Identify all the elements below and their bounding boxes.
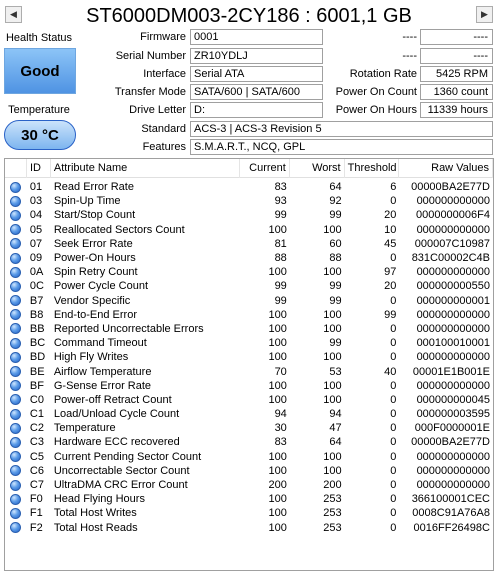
cell-attribute-name: Reported Uncorrectable Errors [53,322,204,335]
status-dot-icon [10,196,21,207]
cell-current: 100 [268,223,287,236]
cell-worst: 100 [323,266,342,279]
cell-attribute-name: Start/Stop Count [53,209,136,222]
status-dot-icon [10,267,21,278]
status-cell [5,210,27,221]
cell-raw-value: 000F0000001E [414,422,490,435]
cell-attribute-name: Power Cycle Count [53,280,148,293]
status-dot-icon [10,409,21,420]
status-dot-icon [10,295,21,306]
serial-number-value: ZR10YDLJ [190,48,323,64]
cell-raw-value: 000000000000 [416,464,490,477]
cell-attribute-name: Head Flying Hours [53,493,145,506]
cell-attribute-name: Spin Retry Count [53,266,138,279]
status-cell [5,338,27,349]
cell-id: BB [29,322,45,335]
column-header-attribute-name[interactable]: Attribute Name [51,159,240,178]
cell-attribute-name: Reallocated Sectors Count [53,223,185,236]
status-dot-icon [10,480,21,491]
cell-threshold: 0 [390,521,397,534]
column-header-threshold[interactable]: Threshold [345,159,400,178]
status-dot-icon [10,437,21,448]
cell-attribute-name: Power-On Hours [53,252,136,265]
status-dot-icon [10,366,21,377]
status-cell [5,253,27,264]
cell-current: 81 [274,237,287,250]
status-dot-icon [10,508,21,519]
standard-label: Standard [141,123,186,135]
cell-threshold: 0 [390,351,397,364]
cell-worst: 88 [329,252,342,265]
table-row[interactable] [5,364,493,378]
cell-attribute-name: Current Pending Sector Count [53,450,202,463]
cell-threshold: 0 [390,436,397,449]
cell-worst: 64 [329,436,342,449]
cell-current: 83 [274,181,287,194]
cell-attribute-name: Power-off Retract Count [53,393,172,406]
features-label: Features [142,141,186,153]
cell-threshold: 45 [384,237,397,250]
cell-worst: 253 [323,507,342,520]
table-row[interactable] [5,265,493,279]
power-on-count-label: Power On Count [335,86,417,98]
cell-attribute-name: Read Error Rate [53,181,134,194]
cell-attribute-name: Seek Error Rate [53,237,133,250]
cell-attribute-name: Command Timeout [53,337,147,350]
right-top-label-1: ---- [402,31,417,43]
triangle-left-icon: ◀ [10,9,17,19]
cell-raw-value: 366100001CEC [411,493,490,506]
status-dot-icon [10,210,21,221]
table-row[interactable] [5,506,493,520]
cell-raw-value: 000000000550 [416,280,490,293]
cell-worst: 100 [323,464,342,477]
cell-raw-value: 000007C10987 [414,237,490,250]
cell-current: 100 [268,450,287,463]
rotation-rate-value: 5425 RPM [420,66,493,82]
status-cell [5,508,27,519]
transfer-mode-value: SATA/600 | SATA/600 [190,84,323,100]
right-top-value-1: ---- [420,29,493,45]
cell-id: B8 [29,308,44,321]
cell-id: C7 [29,479,44,492]
cell-current: 200 [268,479,287,492]
status-dot-icon [10,182,21,193]
cell-worst: 100 [323,308,342,321]
cell-threshold: 0 [390,464,397,477]
cell-current: 94 [274,408,287,421]
column-header-raw-values[interactable]: Raw Values [399,159,493,178]
table-body [5,178,493,535]
cell-attribute-name: Temperature [53,422,116,435]
cell-worst: 92 [329,195,342,208]
table-row[interactable] [5,407,493,421]
cell-raw-value: 000000000000 [416,379,490,392]
table-row[interactable] [5,492,493,506]
cell-raw-value: 000000000000 [416,308,490,321]
cell-id: C3 [29,436,44,449]
table-row[interactable] [5,294,493,308]
cell-threshold: 10 [384,223,397,236]
cell-current: 83 [274,436,287,449]
status-dot-icon [10,394,21,405]
cell-current: 100 [268,337,287,350]
status-cell [5,465,27,476]
cell-worst: 94 [329,408,342,421]
cell-current: 100 [268,308,287,321]
cell-worst: 53 [329,365,342,378]
cell-attribute-name: Total Host Writes [53,507,137,520]
cell-worst: 60 [329,237,342,250]
table-row[interactable] [5,421,493,435]
cell-id: BD [29,351,46,364]
table-header [5,159,493,178]
cell-threshold: 0 [390,408,397,421]
power-on-count-value: 1360 count [420,84,493,100]
table-row[interactable] [5,450,493,464]
cell-worst: 200 [323,479,342,492]
cell-raw-value: 000000000001 [416,294,490,307]
cell-attribute-name: Hardware ECC recovered [53,436,180,449]
status-cell [5,238,27,249]
cell-raw-value: 0008C91A76A8 [412,507,490,520]
cell-id: 0C [29,280,44,293]
table-row[interactable] [5,251,493,265]
cell-attribute-name: End-to-End Error [53,308,137,321]
cell-id: C0 [29,393,44,406]
firmware-value: 0001 [190,29,323,45]
status-dot-icon [10,451,21,462]
firmware-label: Firmware [140,31,186,43]
rotation-rate-label: Rotation Rate [349,68,417,80]
cell-id: C1 [29,408,44,421]
cell-attribute-name: Airflow Temperature [53,365,152,378]
status-dot-icon [10,465,21,476]
cell-current: 100 [268,322,287,335]
cell-threshold: 0 [390,322,397,335]
cell-raw-value: 000000000000 [416,223,490,236]
cell-threshold: 0 [390,493,397,506]
status-cell [5,281,27,292]
cell-threshold: 0 [390,337,397,350]
cell-current: 100 [268,266,287,279]
cell-raw-value: 00000BA2E77D [411,436,490,449]
status-cell [5,295,27,306]
cell-threshold: 97 [384,266,397,279]
right-top-label-2: ---- [402,50,417,62]
status-dot-icon [10,494,21,505]
cell-threshold: 0 [390,195,397,208]
table-row[interactable] [5,336,493,350]
cell-id: 04 [29,209,43,222]
right-top-value-2: ---- [420,48,493,64]
status-cell [5,522,27,533]
cell-worst: 99 [329,280,342,293]
table-row[interactable] [5,279,493,293]
cell-current: 99 [274,294,287,307]
cell-worst: 64 [329,181,342,194]
cell-id: F0 [29,493,43,506]
cell-threshold: 0 [390,252,397,265]
status-dot-icon [10,253,21,264]
cell-current: 30 [274,422,287,435]
standard-value: ACS-3 | ACS-3 Revision 5 [190,121,493,137]
cell-id: 01 [29,181,43,194]
cell-id: C5 [29,450,44,463]
status-cell [5,267,27,278]
status-dot-icon [10,323,21,334]
temperature-badge[interactable]: 30 °C [4,120,76,150]
next-disk-button[interactable] [476,6,493,23]
table-row[interactable] [5,180,493,194]
cell-id: F2 [29,521,43,534]
table-row[interactable] [5,308,493,322]
serial-number-label: Serial Number [115,50,186,62]
cell-worst: 253 [323,521,342,534]
status-dot-icon [10,380,21,391]
triangle-right-icon: ▶ [481,9,488,19]
cell-raw-value: 000000003595 [416,408,490,421]
status-dot-icon [10,238,21,249]
status-cell [5,309,27,320]
table-row[interactable] [5,521,493,535]
cell-threshold: 0 [390,422,397,435]
drive-letter-value: D: [190,102,323,118]
cell-current: 99 [274,280,287,293]
column-header-worst[interactable]: Worst [290,159,345,178]
cell-current: 100 [268,464,287,477]
cell-id: F1 [29,507,43,520]
status-dot-icon [10,522,21,533]
cell-id: C6 [29,464,44,477]
status-cell [5,437,27,448]
status-dot-icon [10,352,21,363]
cell-threshold: 0 [390,450,397,463]
cell-worst: 99 [329,294,342,307]
cell-current: 100 [268,493,287,506]
cell-current: 100 [268,393,287,406]
table-row[interactable] [5,435,493,449]
cell-threshold: 0 [390,294,397,307]
cell-threshold: 6 [390,181,397,194]
health-status-label: Health Status [5,32,73,44]
health-status-badge[interactable]: Good [4,48,76,94]
status-cell [5,394,27,405]
cell-worst: 100 [323,351,342,364]
power-on-hours-value: 11339 hours [420,102,493,118]
cell-worst: 100 [323,379,342,392]
cell-raw-value: 000100010001 [416,337,490,350]
cell-threshold: 0 [390,507,397,520]
drive-letter-label: Drive Letter [129,104,186,116]
features-value: S.M.A.R.T., NCQ, GPL [190,139,493,155]
cell-worst: 47 [329,422,342,435]
status-cell [5,423,27,434]
cell-id: BF [29,379,44,392]
table-row[interactable] [5,350,493,364]
transfer-mode-label: Transfer Mode [114,86,186,98]
interface-label: Interface [143,68,186,80]
cell-attribute-name: Load/Unload Cycle Count [53,408,180,421]
cell-id: 05 [29,223,43,236]
cell-worst: 99 [329,209,342,222]
cell-raw-value: 831C00002C4B [411,252,490,265]
cell-raw-value: 00000BA2E77D [411,181,490,194]
cell-raw-value: 000000000000 [416,266,490,279]
cell-threshold: 0 [390,393,397,406]
cell-id: 09 [29,252,43,265]
table-row[interactable] [5,393,493,407]
cell-attribute-name: Spin-Up Time [53,195,121,208]
status-dot-icon [10,338,21,349]
cell-worst: 253 [323,493,342,506]
cell-id: BE [29,365,45,378]
table-row[interactable] [5,478,493,492]
status-dot-icon [10,281,21,292]
cell-current: 100 [268,507,287,520]
cell-current: 88 [274,252,287,265]
status-cell [5,323,27,334]
power-on-hours-label: Power On Hours [335,104,417,116]
cell-current: 100 [268,521,287,534]
status-cell [5,451,27,462]
table-row[interactable] [5,208,493,222]
cell-raw-value: 000000000000 [416,322,490,335]
cell-attribute-name: Vendor Specific [53,294,131,307]
cell-worst: 100 [323,393,342,406]
cell-raw-value: 000000000045 [416,393,490,406]
cell-threshold: 99 [384,308,397,321]
status-dot-icon [10,309,21,320]
status-cell [5,409,27,420]
cell-worst: 100 [323,450,342,463]
cell-id: B7 [29,294,44,307]
table-row[interactable] [5,194,493,208]
cell-threshold: 20 [384,280,397,293]
cell-current: 100 [268,379,287,392]
cell-raw-value: 0000000006F4 [415,209,490,222]
status-cell [5,352,27,363]
cell-raw-value: 0016FF26498C [413,521,490,534]
cell-worst: 100 [323,223,342,236]
cell-current: 100 [268,351,287,364]
cell-raw-value: 00001E1B001E [412,365,490,378]
cell-id: 0A [29,266,44,279]
table-row[interactable] [5,322,493,336]
status-cell [5,182,27,193]
column-header-status[interactable] [5,159,27,178]
status-cell [5,196,27,207]
cell-id: BC [29,337,46,350]
cell-worst: 99 [329,337,342,350]
cell-id: 03 [29,195,43,208]
cell-attribute-name: Uncorrectable Sector Count [53,464,190,477]
interface-value: Serial ATA [190,66,323,82]
smart-attribute-table[interactable] [4,158,494,571]
cell-attribute-name: UltraDMA CRC Error Count [53,479,188,492]
status-cell [5,224,27,235]
page-title: ST6000DM003-2CY186 : 6001,1 GB [86,5,412,27]
status-cell [5,366,27,377]
cell-threshold: 40 [384,365,397,378]
cell-raw-value: 000000000000 [416,351,490,364]
status-cell [5,480,27,491]
column-header-current[interactable]: Current [240,159,290,178]
table-row[interactable] [5,464,493,478]
cell-attribute-name: Total Host Reads [53,521,138,534]
temperature-label: Temperature [8,104,70,116]
cell-attribute-name: High Fly Writes [53,351,129,364]
cell-current: 70 [274,365,287,378]
status-cell [5,380,27,391]
cell-worst: 100 [323,322,342,335]
cell-current: 93 [274,195,287,208]
table-row[interactable] [5,379,493,393]
cell-id: 07 [29,237,43,250]
status-dot-icon [10,224,21,235]
cell-current: 99 [274,209,287,222]
cell-attribute-name: G-Sense Error Rate [53,379,152,392]
previous-disk-button[interactable] [5,6,22,23]
cell-raw-value: 000000000000 [416,195,490,208]
cell-raw-value: 000000000000 [416,479,490,492]
status-cell [5,494,27,505]
cell-threshold: 0 [390,479,397,492]
table-row[interactable] [5,237,493,251]
column-header-id[interactable]: ID [27,159,51,178]
cell-threshold: 0 [390,379,397,392]
status-dot-icon [10,423,21,434]
cell-raw-value: 000000000000 [416,450,490,463]
cell-threshold: 20 [384,209,397,222]
cell-id: C2 [29,422,44,435]
table-row[interactable] [5,223,493,237]
